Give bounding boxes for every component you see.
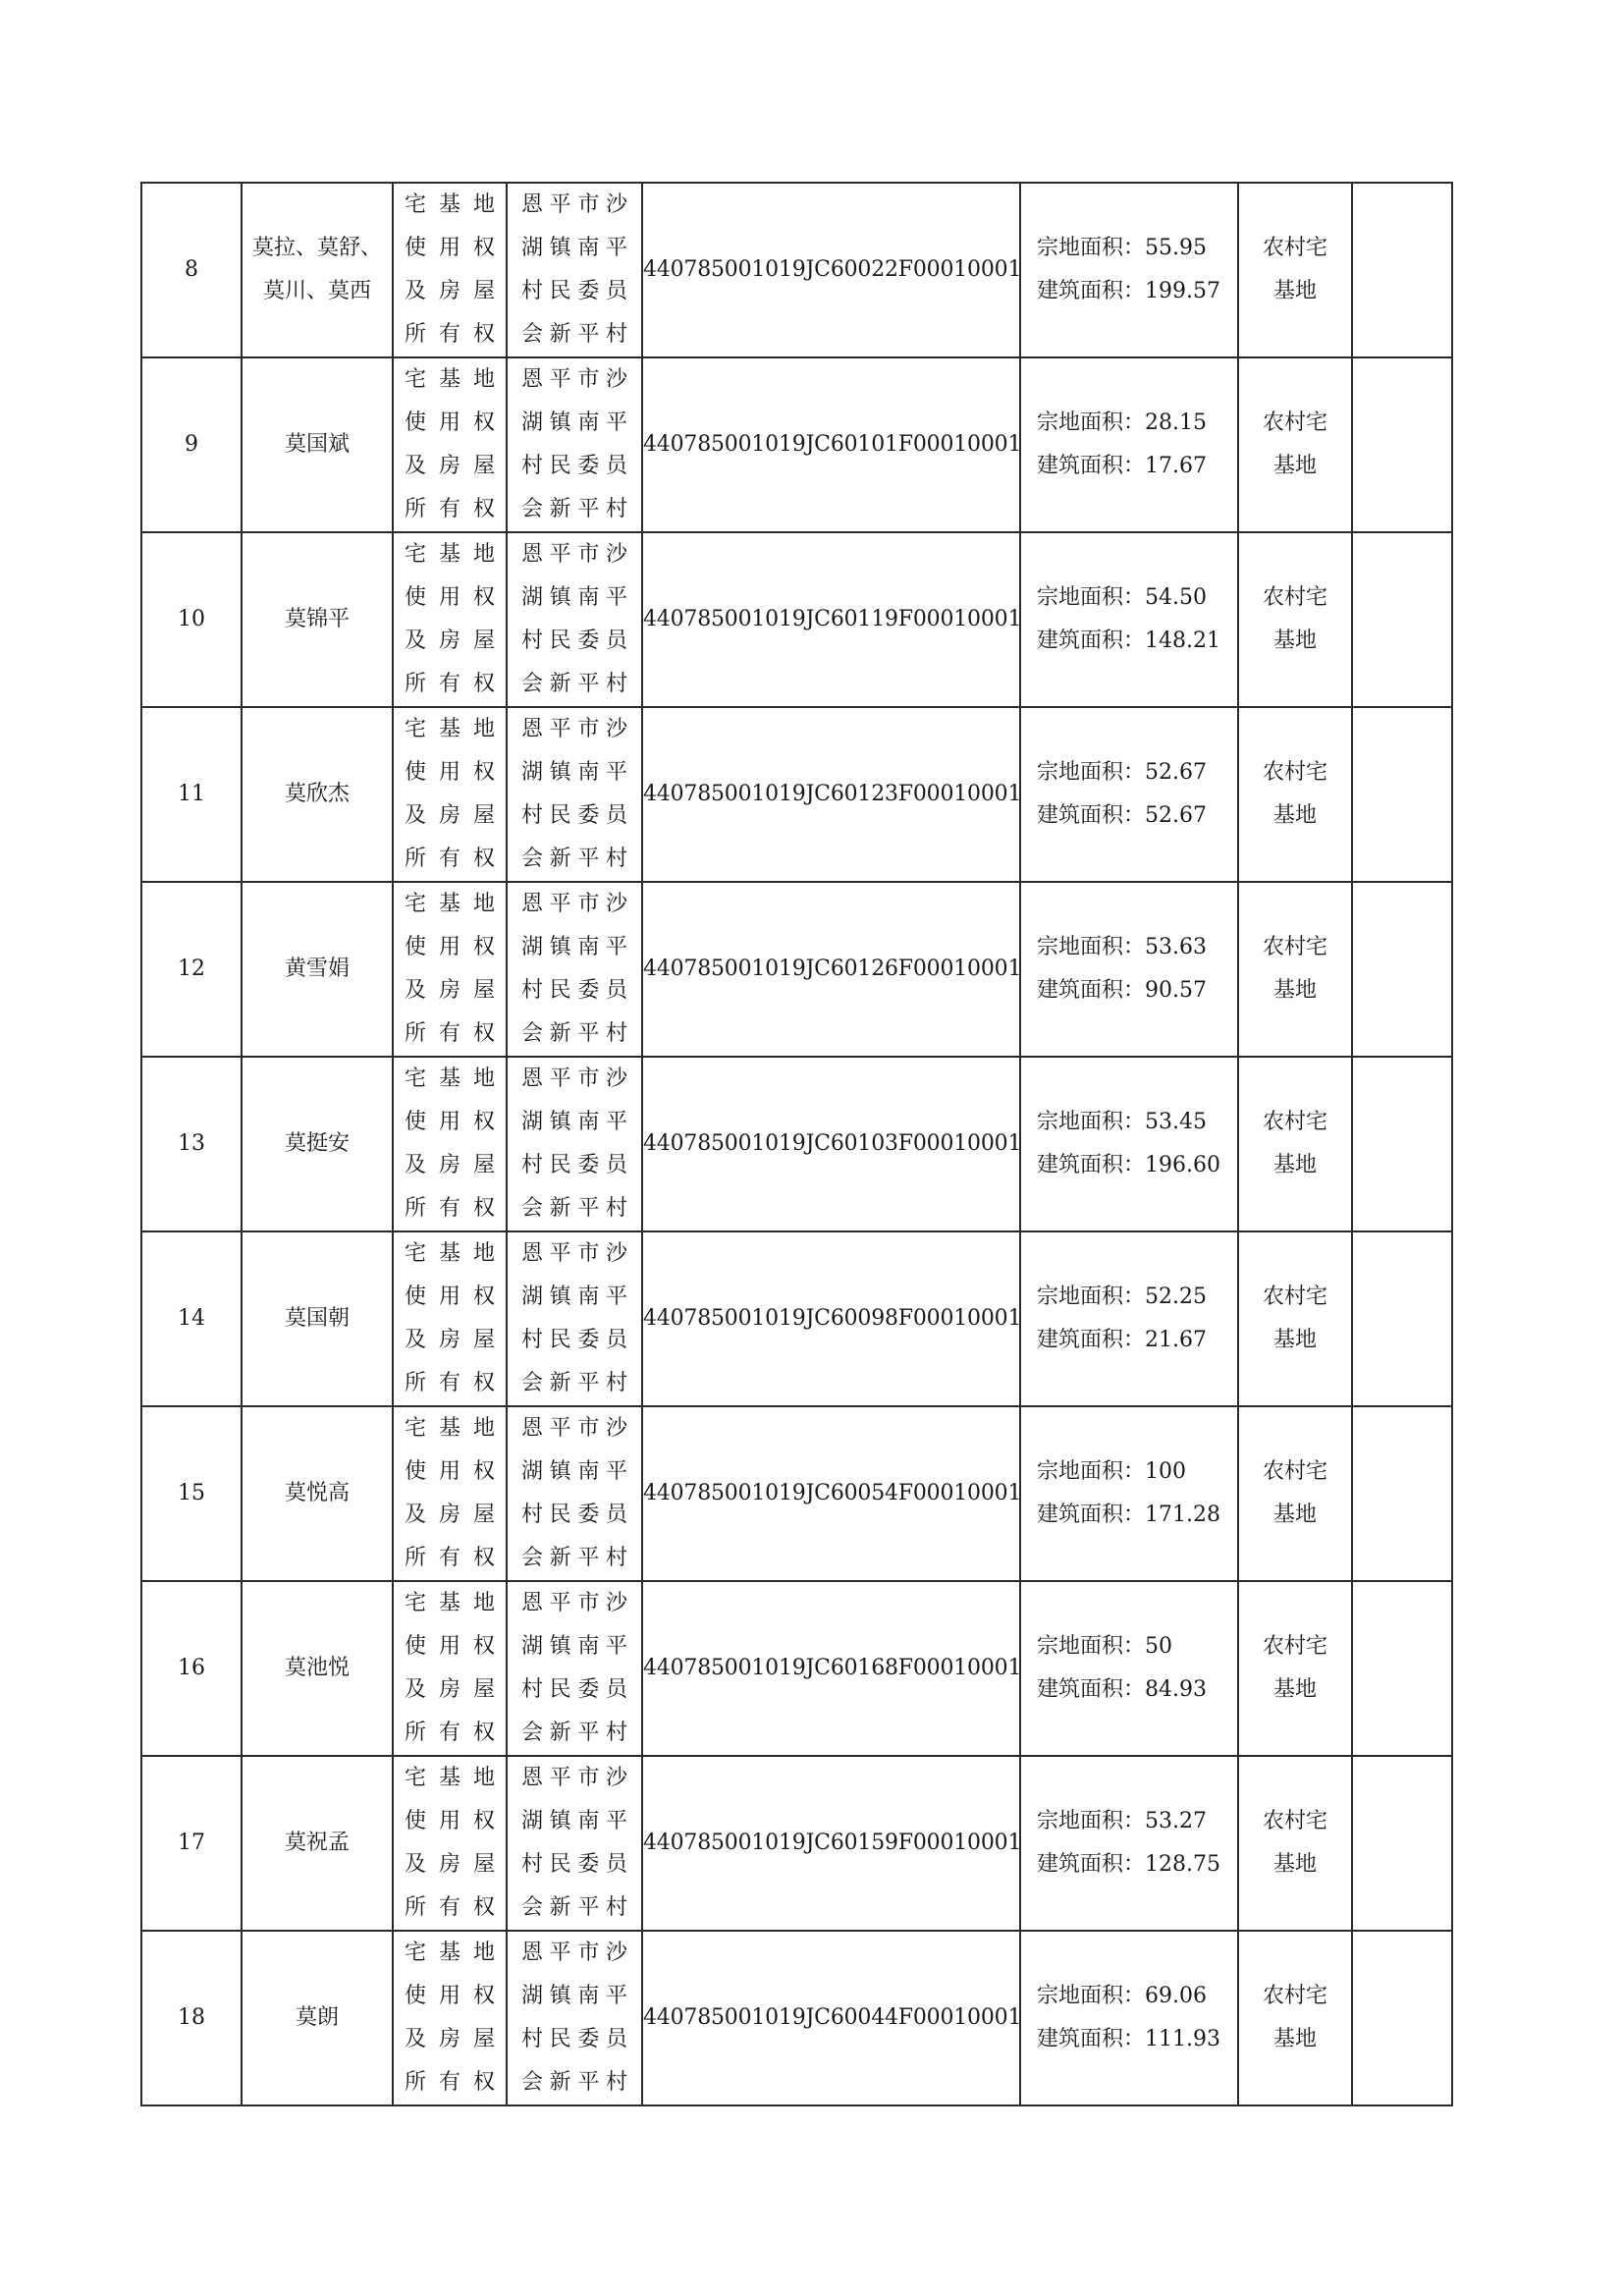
right-type-line: 宅基地 <box>405 1941 495 1965</box>
location-line: 会新平村 <box>521 1021 627 1046</box>
land-use-line: 农村宅 <box>1262 760 1327 785</box>
right-type-line: 所有权 <box>405 672 495 696</box>
area-cell <box>1020 707 1238 882</box>
land-use-cell <box>1238 357 1352 532</box>
owner-name: 莫池悦 <box>284 1656 350 1680</box>
location-cell <box>507 183 642 357</box>
unit-code: 440785001019JC60054F00010001 <box>642 1406 1020 1581</box>
land-use-line: 基地 <box>1272 1677 1317 1702</box>
row-number: 18 <box>141 1931 242 2105</box>
land-use-line: 农村宅 <box>1262 410 1327 435</box>
right-type-cell <box>393 882 507 1057</box>
land-use-line: 农村宅 <box>1262 1634 1327 1659</box>
right-type-line: 所有权 <box>405 497 495 521</box>
right-type-line: 使用权 <box>405 1285 495 1309</box>
right-type-line: 及房屋 <box>405 2027 495 2051</box>
location-line: 湖镇南平 <box>521 1285 627 1309</box>
owner-name: 黄雪娟 <box>284 957 350 981</box>
location-line: 村民委员 <box>521 803 627 828</box>
location-line: 恩平市沙 <box>521 892 627 916</box>
unit-code: 440785001019JC60022F00010001 <box>642 183 1020 357</box>
location-line: 村民委员 <box>521 454 627 478</box>
location-line: 湖镇南平 <box>521 236 627 260</box>
location-line: 村民委员 <box>521 279 627 303</box>
owner-name-cell <box>242 1581 393 1756</box>
unit-code: 440785001019JC60126F00010001 <box>642 882 1020 1057</box>
location-line: 恩平市沙 <box>521 542 627 567</box>
right-type-line: 宅基地 <box>405 367 495 392</box>
location-line: 会新平村 <box>521 1196 627 1221</box>
area-line: 建筑面积：21.67 <box>1037 1328 1207 1352</box>
area-line: 建筑面积：199.57 <box>1037 279 1220 303</box>
location-line: 恩平市沙 <box>521 1591 627 1615</box>
right-type-cell <box>393 1581 507 1756</box>
right-type-line: 及房屋 <box>405 803 495 828</box>
land-use-line: 农村宅 <box>1262 585 1327 610</box>
area-line: 宗地面积：54.50 <box>1037 585 1207 610</box>
land-use-cell <box>1238 1756 1352 1931</box>
land-use-cell <box>1238 1931 1352 2105</box>
remarks-cell <box>1352 882 1452 1057</box>
right-type-cell <box>393 532 507 707</box>
location-line: 会新平村 <box>521 322 627 347</box>
area-line: 建筑面积：52.67 <box>1037 803 1207 828</box>
location-line: 湖镇南平 <box>521 935 627 959</box>
right-type-line: 宅基地 <box>405 1591 495 1615</box>
table-row <box>141 1756 1452 1931</box>
remarks-cell <box>1352 183 1452 357</box>
area-line: 建筑面积：90.57 <box>1037 978 1207 1003</box>
right-type-line: 所有权 <box>405 1021 495 1046</box>
owner-name-cell <box>242 707 393 882</box>
land-use-line: 基地 <box>1272 1328 1317 1352</box>
area-line: 宗地面积：53.45 <box>1037 1110 1207 1134</box>
remarks-cell <box>1352 532 1452 707</box>
right-type-cell <box>393 183 507 357</box>
table-row <box>141 1931 1452 2105</box>
location-line: 湖镇南平 <box>521 1984 627 2008</box>
owner-name: 莫欣杰 <box>284 782 350 806</box>
location-cell <box>507 1406 642 1581</box>
unit-code: 440785001019JC60168F00010001 <box>642 1581 1020 1756</box>
owner-name: 莫拉、莫舒、 <box>251 236 382 260</box>
land-use-line: 基地 <box>1272 629 1317 653</box>
area-cell <box>1020 532 1238 707</box>
location-line: 恩平市沙 <box>521 1066 627 1091</box>
area-cell <box>1020 183 1238 357</box>
location-line: 会新平村 <box>521 497 627 521</box>
area-cell <box>1020 1931 1238 2105</box>
area-line: 宗地面积：69.06 <box>1037 1984 1207 2008</box>
area-line: 宗地面积：52.25 <box>1037 1285 1207 1309</box>
remarks-cell <box>1352 1931 1452 2105</box>
land-use-line: 农村宅 <box>1262 1809 1327 1833</box>
remarks-cell <box>1352 1406 1452 1581</box>
location-line: 会新平村 <box>521 1371 627 1395</box>
location-cell <box>507 357 642 532</box>
right-type-line: 及房屋 <box>405 1153 495 1177</box>
area-cell <box>1020 882 1238 1057</box>
location-line: 会新平村 <box>521 1721 627 1745</box>
right-type-cell <box>393 1231 507 1406</box>
right-type-cell <box>393 1406 507 1581</box>
land-use-cell <box>1238 882 1352 1057</box>
right-type-line: 所有权 <box>405 2070 495 2095</box>
area-line: 宗地面积：100 <box>1037 1459 1186 1484</box>
location-cell <box>507 532 642 707</box>
land-use-line: 基地 <box>1272 454 1317 478</box>
right-type-line: 所有权 <box>405 1895 495 1920</box>
land-use-line: 农村宅 <box>1262 1459 1327 1484</box>
area-cell <box>1020 1231 1238 1406</box>
right-type-line: 及房屋 <box>405 1677 495 1702</box>
row-number: 13 <box>141 1057 242 1231</box>
location-line: 会新平村 <box>521 847 627 871</box>
owner-name-cell <box>242 1057 393 1231</box>
right-type-line: 及房屋 <box>405 978 495 1003</box>
area-line: 宗地面积：50 <box>1037 1634 1172 1659</box>
row-number: 9 <box>141 357 242 532</box>
right-type-line: 使用权 <box>405 935 495 959</box>
right-type-line: 及房屋 <box>405 1328 495 1352</box>
right-type-line: 宅基地 <box>405 1241 495 1266</box>
right-type-line: 宅基地 <box>405 1416 495 1441</box>
location-line: 村民委员 <box>521 1328 627 1352</box>
right-type-line: 宅基地 <box>405 717 495 741</box>
location-line: 会新平村 <box>521 2070 627 2095</box>
right-type-line: 使用权 <box>405 760 495 785</box>
land-use-line: 农村宅 <box>1262 935 1327 959</box>
table-row <box>141 532 1452 707</box>
area-line: 建筑面积：17.67 <box>1037 454 1207 478</box>
land-use-cell <box>1238 532 1352 707</box>
row-number: 11 <box>141 707 242 882</box>
location-line: 恩平市沙 <box>521 1241 627 1266</box>
owner-name-cell <box>242 1406 393 1581</box>
owner-name-cell <box>242 1756 393 1931</box>
remarks-cell <box>1352 1581 1452 1756</box>
area-line: 宗地面积：52.67 <box>1037 760 1207 785</box>
area-line: 宗地面积：53.27 <box>1037 1809 1207 1833</box>
area-line: 建筑面积：196.60 <box>1037 1153 1220 1177</box>
right-type-line: 及房屋 <box>405 454 495 478</box>
table-row <box>141 707 1452 882</box>
location-cell <box>507 882 642 1057</box>
right-type-cell <box>393 1756 507 1931</box>
land-use-line: 基地 <box>1272 1503 1317 1527</box>
location-line: 村民委员 <box>521 629 627 653</box>
area-cell <box>1020 1057 1238 1231</box>
row-number: 12 <box>141 882 242 1057</box>
table-row <box>141 1406 1452 1581</box>
owner-name: 莫悦高 <box>284 1481 350 1505</box>
location-line: 村民委员 <box>521 978 627 1003</box>
land-use-cell <box>1238 1231 1352 1406</box>
owner-name: 莫祝孟 <box>284 1831 350 1855</box>
right-type-line: 宅基地 <box>405 192 495 217</box>
remarks-cell <box>1352 707 1452 882</box>
right-type-line: 使用权 <box>405 1634 495 1659</box>
right-type-line: 宅基地 <box>405 1766 495 1790</box>
land-use-line: 基地 <box>1272 978 1317 1003</box>
location-line: 恩平市沙 <box>521 192 627 217</box>
area-cell <box>1020 1406 1238 1581</box>
right-type-line: 使用权 <box>405 410 495 435</box>
owner-name: 莫挺安 <box>284 1131 350 1156</box>
location-line: 村民委员 <box>521 1153 627 1177</box>
right-type-line: 使用权 <box>405 1110 495 1134</box>
unit-code: 440785001019JC60159F00010001 <box>642 1756 1020 1931</box>
unit-code: 440785001019JC60119F00010001 <box>642 532 1020 707</box>
location-line: 湖镇南平 <box>521 1110 627 1134</box>
location-line: 村民委员 <box>521 2027 627 2051</box>
area-line: 宗地面积：53.63 <box>1037 935 1207 959</box>
owner-name-cell <box>242 532 393 707</box>
location-cell <box>507 1057 642 1231</box>
right-type-cell <box>393 1057 507 1231</box>
location-cell <box>507 1756 642 1931</box>
remarks-cell <box>1352 1756 1452 1931</box>
table-row <box>141 1581 1452 1756</box>
row-number: 17 <box>141 1756 242 1931</box>
right-type-line: 使用权 <box>405 236 495 260</box>
right-type-line: 宅基地 <box>405 1066 495 1091</box>
right-type-cell <box>393 707 507 882</box>
land-use-line: 基地 <box>1272 1852 1317 1877</box>
owner-name: 莫锦平 <box>284 607 350 631</box>
land-use-line: 基地 <box>1272 803 1317 828</box>
right-type-line: 所有权 <box>405 847 495 871</box>
unit-code: 440785001019JC60101F00010001 <box>642 357 1020 532</box>
location-line: 恩平市沙 <box>521 1766 627 1790</box>
right-type-cell <box>393 357 507 532</box>
right-type-line: 及房屋 <box>405 279 495 303</box>
location-line: 湖镇南平 <box>521 1809 627 1833</box>
right-type-line: 宅基地 <box>405 892 495 916</box>
land-use-line: 基地 <box>1272 1153 1317 1177</box>
land-use-cell <box>1238 1581 1352 1756</box>
table-row <box>141 1231 1452 1406</box>
right-type-line: 所有权 <box>405 1721 495 1745</box>
location-line: 湖镇南平 <box>521 760 627 785</box>
owner-name: 莫朗 <box>295 2005 339 2030</box>
owner-name-cell <box>242 1931 393 2105</box>
owner-name: 莫国斌 <box>284 432 350 457</box>
land-use-cell <box>1238 707 1352 882</box>
location-line: 会新平村 <box>521 672 627 696</box>
remarks-cell <box>1352 1057 1452 1231</box>
location-cell <box>507 707 642 882</box>
remarks-cell <box>1352 357 1452 532</box>
right-type-line: 及房屋 <box>405 1503 495 1527</box>
remarks-cell <box>1352 1231 1452 1406</box>
row-number: 14 <box>141 1231 242 1406</box>
area-line: 建筑面积：148.21 <box>1037 629 1220 653</box>
area-line: 宗地面积：28.15 <box>1037 410 1207 435</box>
table-row <box>141 882 1452 1057</box>
right-type-line: 所有权 <box>405 322 495 347</box>
property-register-table <box>140 182 1453 2106</box>
owner-name-cell <box>242 882 393 1057</box>
area-line: 建筑面积：84.93 <box>1037 1677 1207 1702</box>
land-use-line: 农村宅 <box>1262 1984 1327 2008</box>
register-table-body <box>141 183 1452 2105</box>
land-use-line: 农村宅 <box>1262 1285 1327 1309</box>
location-cell <box>507 1231 642 1406</box>
land-use-cell <box>1238 1057 1352 1231</box>
right-type-line: 所有权 <box>405 1371 495 1395</box>
land-use-cell <box>1238 183 1352 357</box>
table-row <box>141 357 1452 532</box>
area-cell <box>1020 357 1238 532</box>
location-line: 恩平市沙 <box>521 717 627 741</box>
location-cell <box>507 1581 642 1756</box>
row-number: 10 <box>141 532 242 707</box>
location-line: 恩平市沙 <box>521 367 627 392</box>
owner-name-cell <box>242 183 393 357</box>
location-line: 会新平村 <box>521 1895 627 1920</box>
row-number: 8 <box>141 183 242 357</box>
location-line: 湖镇南平 <box>521 585 627 610</box>
land-use-line: 农村宅 <box>1262 236 1327 260</box>
unit-code: 440785001019JC60123F00010001 <box>642 707 1020 882</box>
land-use-line: 基地 <box>1272 2027 1317 2051</box>
area-line: 建筑面积：128.75 <box>1037 1852 1220 1877</box>
owner-name-cell <box>242 357 393 532</box>
location-line: 恩平市沙 <box>521 1941 627 1965</box>
right-type-line: 使用权 <box>405 1459 495 1484</box>
right-type-line: 使用权 <box>405 585 495 610</box>
table-row <box>141 1057 1452 1231</box>
land-use-line: 基地 <box>1272 279 1317 303</box>
location-line: 湖镇南平 <box>521 1634 627 1659</box>
location-line: 湖镇南平 <box>521 410 627 435</box>
location-line: 村民委员 <box>521 1852 627 1877</box>
right-type-line: 及房屋 <box>405 629 495 653</box>
row-number: 16 <box>141 1581 242 1756</box>
land-use-cell <box>1238 1406 1352 1581</box>
area-line: 宗地面积：55.95 <box>1037 236 1207 260</box>
location-cell <box>507 1931 642 2105</box>
land-use-line: 农村宅 <box>1262 1110 1327 1134</box>
unit-code: 440785001019JC60098F00010001 <box>642 1231 1020 1406</box>
location-line: 湖镇南平 <box>521 1459 627 1484</box>
location-line: 村民委员 <box>521 1503 627 1527</box>
right-type-cell <box>393 1931 507 2105</box>
location-line: 会新平村 <box>521 1546 627 1570</box>
area-cell <box>1020 1581 1238 1756</box>
area-line: 建筑面积：171.28 <box>1037 1503 1220 1527</box>
row-number: 15 <box>141 1406 242 1581</box>
right-type-line: 使用权 <box>405 1984 495 2008</box>
unit-code: 440785001019JC60103F00010001 <box>642 1057 1020 1231</box>
right-type-line: 及房屋 <box>405 1852 495 1877</box>
unit-code: 440785001019JC60044F00010001 <box>642 1931 1020 2105</box>
location-line: 村民委员 <box>521 1677 627 1702</box>
owner-name: 莫国朝 <box>284 1306 350 1331</box>
area-line: 建筑面积：111.93 <box>1037 2027 1220 2051</box>
right-type-line: 使用权 <box>405 1809 495 1833</box>
owner-name: 莫川、莫西 <box>262 279 371 303</box>
owner-name-cell <box>242 1231 393 1406</box>
right-type-line: 宅基地 <box>405 542 495 567</box>
area-cell <box>1020 1756 1238 1931</box>
table-row <box>141 183 1452 357</box>
right-type-line: 所有权 <box>405 1196 495 1221</box>
location-line: 恩平市沙 <box>521 1416 627 1441</box>
right-type-line: 所有权 <box>405 1546 495 1570</box>
